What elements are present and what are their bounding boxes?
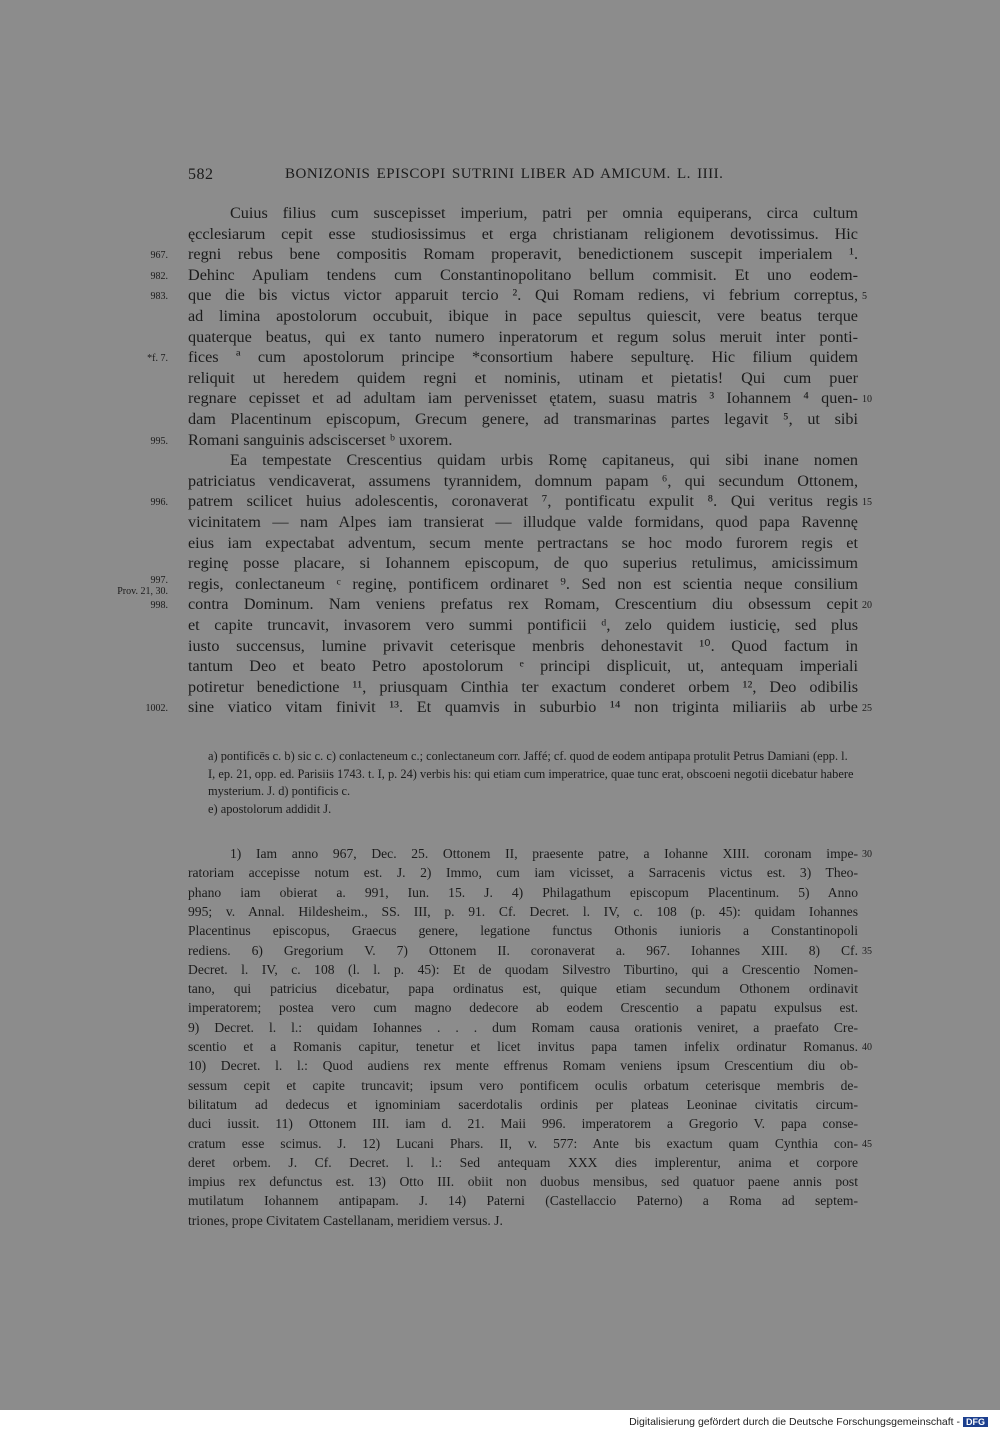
text-line: regnare cepisset et ad adultam iam pervenisset ętatem, suasu matris ³ Iohannem ⁴ quen- [188, 389, 858, 408]
footnote-line: mutilatum Iohannem antipapam. J. 14) Paterni (Castellaccio Paterno) a Roma ad septem- [188, 1193, 858, 1209]
text-line: reliquit ut heredem quidem regni et nominis, utinam et pietatis! Qui cum puer [188, 368, 858, 387]
text-line: regni rebus bene compositis Romam properavit, benedictionem suscepit imperialem ¹. [188, 245, 858, 264]
text-line: Romani sanguinis adsciscerset ᵇ uxorem. [188, 430, 453, 449]
margin-note: 995. [150, 435, 168, 447]
dfg-credit [629, 1416, 988, 1428]
text-line: ęcclesiarum cepit esse studiosissimus et erga christianam religionem devotissimus. Hic [188, 224, 858, 243]
footnote-line: 10) Decret. l. l.: Quod audiens rex mente effrenus Romam veniens ipsum Crescentium diu ob- [188, 1058, 858, 1074]
text-line: reginę posse placare, si Iohannem episcopum, de quo superius retulimus, amicissimum [188, 554, 858, 573]
footnote-line: Decret. l. IV, c. 108 (l. l. p. 45): Et de quodam Silvestro Tiburtino, qui a Crescentio Nomen- [188, 961, 858, 977]
page-number: 582 [188, 166, 214, 183]
text-line: Cuius filius cum suscepisset imperium, patri per omnia equiperans, circa cultum [230, 204, 858, 222]
footnote-line: duci iussit. 11) Ottonem III. iam d. 21. Maii 996. imperatorem a Gregorio V. papa conse- [188, 1116, 858, 1132]
critical-note: e) apostolorum addidit J. [208, 801, 332, 816]
footnote-line: ratoriam accepisse notum est. J. 2) Immo, cum iam vicisset, a Sarracenis victus est. 3) Theo- [188, 865, 858, 881]
footnote-line: bilitatum ad dedecus et ignominiam sacerdotalis ordinis per plateas Leoninae civitatis circum- [188, 1096, 858, 1112]
text-line: quaterque beatus, qui ex tanto numero inperatorum et regum solus meruit inter ponti- [188, 327, 858, 346]
margin-note: *f. 7. [147, 353, 168, 365]
running-title: BONIZONIS EPISCOPI SUTRINI LIBER AD AMICUM. L. IIII. [285, 166, 724, 182]
margin-note: 998. [150, 600, 168, 612]
text-line: fices ª cum apostolorum principe *consortium habere sepulturę. Hic filium quidem [188, 348, 858, 367]
footnote-line: 995; v. Annal. Hildesheim., SS. III, p. 91. Cf. Decret. l. IV, c. 108 (p. 45): quidam Iohannes [188, 903, 858, 919]
line-number: 20 [862, 600, 872, 612]
footnote-line: Placentinus episcopus, Graecus genere, legatione functus Othonis iunioris a Constantinopoli [188, 923, 858, 939]
line-number: 15 [862, 497, 872, 509]
footnote-line: scentio et a Romanis capitur, tenetur et licet invitus papa tamen infelix ordinatur Romanus. [188, 1039, 858, 1054]
margin-note: 982. [150, 270, 168, 282]
line-number: 45 [862, 1138, 872, 1150]
footnote-line: sessum cepit et capite truncavit; ipsum vero pontificem oculis orbatum ceterisque membris de- [188, 1077, 858, 1093]
text-line: tantum Deo et beato Petro apostolorum ᵉ principi displicuit, ut, antequam imperiali [188, 657, 858, 676]
text-line: Dehinc Apuliam tendens cum Constantinopolitano bellum commisit. Et uno eodem- [188, 265, 858, 284]
text-line: dam Placentinum episcopum, Grecum genere, ad transmarinas partes legavit ⁵, ut sibi [188, 410, 858, 428]
line-number: 30 [862, 849, 872, 860]
text-line: que die bis victus victor apparuit tercio ². Qui Romam rediens, vi febrium correptus, [188, 286, 858, 305]
critical-note: a) pontificēs c. b) sic c. c) conlacteneum c.; conlectaneum corr. Jaffé; cf. quod de eodem antipapa protulit Petrus Damiani (epp. l. I, ep. 21, opp. ed. Parisiis 1743. t. I, p. 24) verbis his: qui etiam cum imperatrice, quae tunc erat, obscoeni negotii dicebatur habere mysterium. J. d) pontificis c. [208, 749, 854, 798]
footnote-line: rediens. 6) Gregorium V. 7) Ottonem II. coronaverat a. 967. Iohannes XIII. 8) Cf. [188, 942, 858, 958]
text-line: iusto succensus, lumine privavit ceterisque menbris dehonestavit ¹⁰. Quod factum in [188, 636, 858, 655]
footnote-line: tano, qui patricius dicebatur, papa ordinatus est, quique etiam secundum Othonem ordinavit [188, 981, 858, 997]
text-line: Ea tempestate Crescentius quidam urbis Romę capitaneus, qui sibi inane nomen [230, 451, 858, 470]
text-line: contra Dominum. Nam veniens prefatus rex Romam, Crescentium diu obsessum cepit [188, 595, 858, 614]
footnote-line: cratum esse scimus. J. 12) Lucani Phars. II, v. 577: Ante bis exactum quam Cynthia con- [188, 1135, 858, 1151]
line-number: 10 [862, 394, 872, 406]
margin-note: 997. Prov. 21, 30. [117, 574, 168, 597]
footnote-line: 1) Iam anno 967, Dec. 25. Ottonem II, praesente patre, a Iohanne XIII. coronam impe- [230, 846, 858, 861]
text-line: sine viatico vitam finivit ¹³. Et quamvis in suburbio ¹⁴ non triginta miliariis ab urbe [188, 698, 858, 717]
margin-note: 983. [150, 291, 168, 303]
line-number: 35 [862, 945, 872, 957]
text-line: et capite truncavit, invasorem vero summi pontificii ᵈ, zelo quidem iusticię, sed plus [188, 616, 858, 634]
footnote-line: impius rex defunctus est. 13) Otto III. obiit non duobus mensibus, sed quatuor paene annis post [188, 1174, 858, 1190]
line-number: 25 [862, 703, 872, 715]
dfg-logo-icon: DFG [963, 1417, 988, 1427]
line-number: 5 [862, 291, 867, 303]
text-line: ad limina apostolorum occubuit, ibique in pace sepultus quiescit, vere beatus terque [188, 307, 858, 325]
text-line: eius iam expectabat adventum, secum mente pertractans se hoc modo furorem regis et [188, 533, 858, 552]
margin-note: 996. [150, 497, 168, 509]
text-line: patrem scilicet huius adolescentis, coronaverat ⁷, pontificatu expulit ⁸. Qui veritus regis [188, 492, 858, 511]
margin-note: 967. [150, 250, 168, 262]
line-number: 40 [862, 1042, 872, 1053]
text-line: patriciatus vendicaverat, assumens tyrannidem, domnum papam ⁶, qui secundum Ottonem, [188, 471, 858, 490]
footnote-line: 9) Decret. l. l.: quidam Iohannes . . . dum Romam causa orationis veniret, a praefato Cre- [188, 1019, 858, 1035]
footnote-line: triones, prope Civitatem Castellanam, meridiem versus. J. [188, 1212, 503, 1228]
margin-note: 1002. [145, 703, 168, 715]
text-line: potiretur benedictione ¹¹, priusquam Cinthia ter exactum conderet orbem ¹², Deo odibilis [188, 677, 858, 696]
text-line: vicinitatem — nam Alpes iam transierat — illudque valde formidans, quod papa Ravennę [188, 513, 858, 531]
dfg-credit-text: Digitalisierung gefördert durch die Deutsche Forschungsgemeinschaft - [629, 1416, 960, 1428]
text-line: regis, conlectaneum ᶜ reginę, pontificem ordinaret ⁹. Sed non est scientia neque consilium [188, 574, 858, 593]
footnote-line: imperatorem; postea vero cum magno dedecore ab eodem Crescentio a papatu expulsus est. [188, 1000, 858, 1016]
footnote-line: phano iam obierat a. 991, Iun. 15. J. 4) Philagathum episcopum Placentinum. 5) Anno [188, 884, 858, 900]
critical-apparatus [208, 748, 858, 818]
footnote-line: deret orbem. J. Cf. Decret. l. l.: Sed antequam XXX dies implerentur, anima et corpore [188, 1154, 858, 1170]
